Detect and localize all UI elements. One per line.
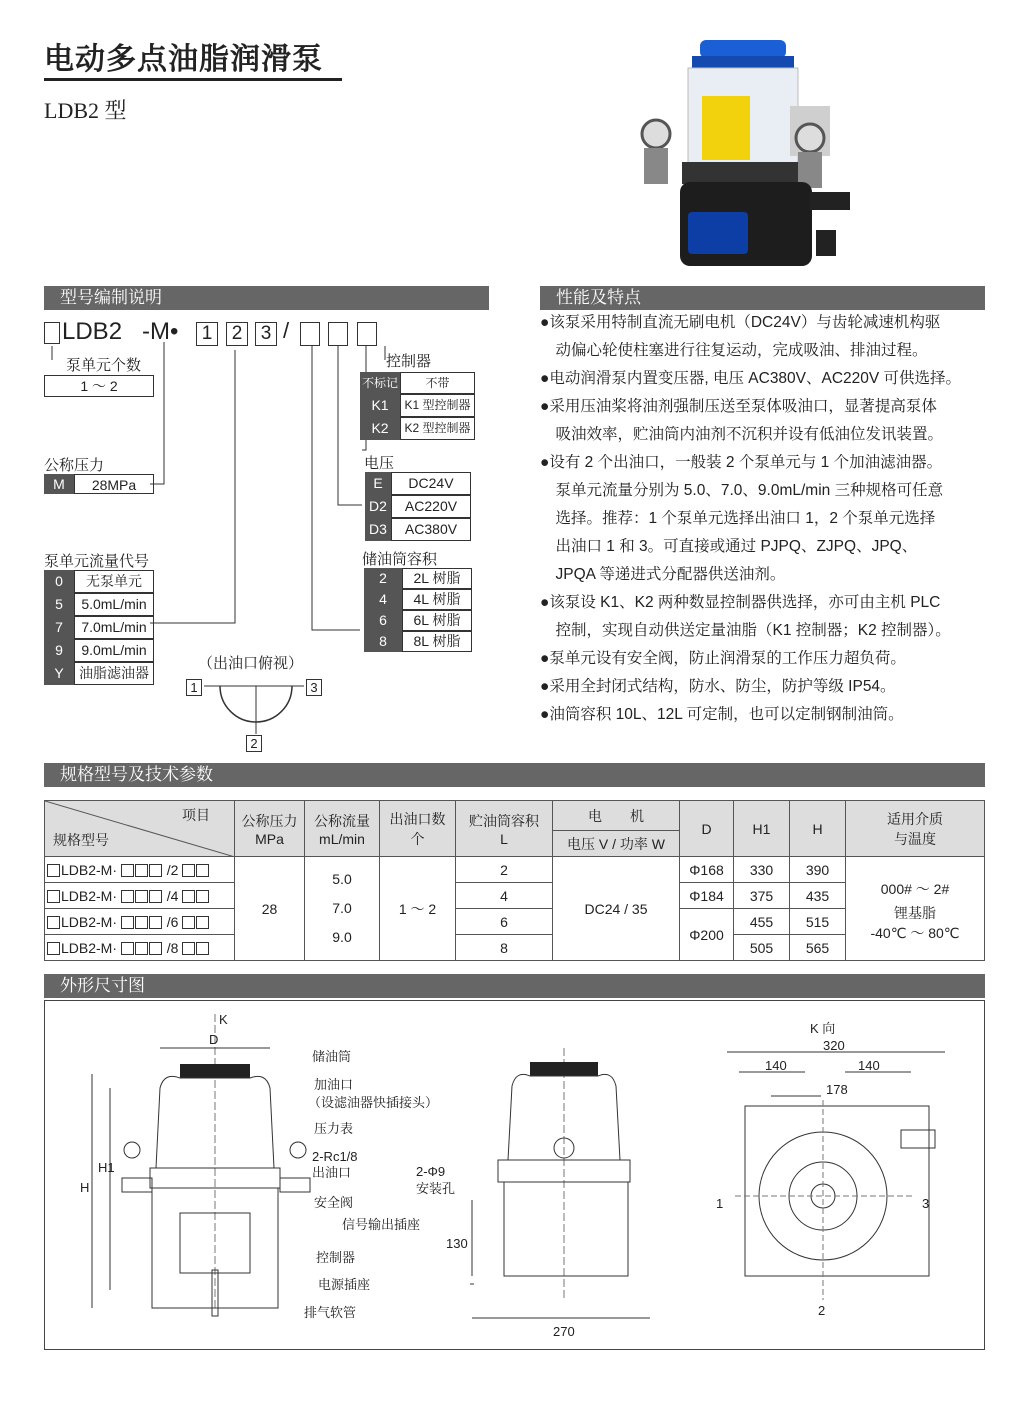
outlet-view-label: （出油口俯视）: [198, 655, 304, 672]
outlet-2: 2: [246, 735, 262, 752]
header-h1: H1: [734, 801, 790, 857]
outlets-cell: 1 ～ 2: [380, 857, 456, 961]
header-pressure: 公称压力 MPa: [235, 801, 305, 857]
code-box-3: 3: [255, 322, 277, 346]
dim-270: 270: [553, 1324, 575, 1339]
header-medium: 适用介质 与温度: [846, 801, 985, 857]
reservoir-table: [364, 568, 472, 652]
h-cell: 435: [790, 883, 846, 909]
pressure-cell: 28: [235, 857, 305, 961]
feature-line: 控制，实现自动供送定量油脂（K1 控制器；K2 控制器）。: [540, 622, 951, 639]
page-title: 电动多点油脂润滑泵: [44, 43, 323, 76]
dim-h1: H1: [98, 1160, 115, 1175]
features-list: [540, 309, 1000, 729]
port-2: 2: [818, 1303, 826, 1318]
voltage-label: 电压: [364, 455, 395, 472]
title-underline: [44, 78, 342, 81]
reservoir-code: 4: [364, 589, 402, 610]
reservoir-cell: 4: [456, 883, 553, 909]
reservoir-code: 2: [364, 568, 402, 589]
reservoir-code: 8: [364, 631, 402, 652]
flow-value: 5.0mL/min: [74, 593, 154, 616]
controller-code: 不标记: [360, 372, 400, 394]
section-dims: 外形尺寸图: [44, 974, 985, 998]
flow-value: 无泵单元: [74, 570, 154, 593]
label-power: 电源插座: [318, 1277, 371, 1292]
code-m: -M•: [142, 318, 179, 345]
code-ldb2: LDB2: [62, 318, 123, 345]
controller-value: 不带: [400, 372, 475, 394]
outlet-3: 3: [306, 679, 322, 696]
port-3: 3: [922, 1196, 930, 1211]
header-outlets: 出油口数 个: [380, 801, 456, 857]
reservoir-value: 8L 树脂: [402, 631, 472, 652]
label-controller: 控制器: [316, 1250, 356, 1265]
header-d: D: [680, 801, 734, 857]
controller-label: 控制器: [386, 353, 432, 370]
feature-line: 吸油效率，贮油筒内油剂不沉积并设有低油位发讯装置。: [540, 426, 944, 443]
voltage-value: AC220V: [391, 495, 471, 518]
dim-k-left: K: [219, 1012, 228, 1027]
h1-cell: 330: [734, 857, 790, 883]
feature-line: 出油口 1 和 3。可直接或通过 PJPQ、ZJPQ、JPQ、: [540, 538, 918, 555]
h1-cell: 505: [734, 935, 790, 961]
reservoir-value: 6L 树脂: [402, 610, 472, 631]
controller-code: K1: [360, 394, 400, 417]
header-reservoir: 贮油筒容积 L: [456, 801, 553, 857]
section-features: 性能及特点: [540, 286, 985, 310]
feature-line: ●油筒容积 10L、12L 可定制，也可以定制钢制油筒。: [540, 706, 904, 723]
model-subtitle: LDB2 型: [44, 98, 127, 123]
reservoir-code: 6: [364, 610, 402, 631]
outlet-1: 1: [186, 679, 202, 696]
voltage-value: DC24V: [391, 472, 471, 495]
side-view-drawing: [460, 1048, 660, 1343]
dim-h: H: [80, 1180, 90, 1195]
d-cell: Φ200: [680, 909, 734, 961]
reservoir-label: 储油筒容积: [362, 551, 438, 568]
voltage-table: [365, 472, 471, 541]
reservoir-cell: 8: [456, 935, 553, 961]
flow-code: 0: [44, 570, 74, 593]
flow-value: 7.0mL/min: [74, 616, 154, 639]
label-safety-valve: 安全阀: [314, 1195, 354, 1210]
header-flow: 公称流量 mL/min: [305, 801, 380, 857]
dim-178: 178: [826, 1082, 848, 1097]
feature-line: ●泵单元设有安全阀，防止润滑泵的工作压力超负荷。: [540, 650, 906, 667]
header-h: H: [790, 801, 846, 857]
label-fill-port: 加油口: [314, 1077, 354, 1092]
flow-table: [44, 570, 154, 685]
dim-140-right: 140: [858, 1058, 880, 1073]
label-rc: 2-Rc1/8: [312, 1149, 358, 1164]
label-outlet: 出油口: [312, 1165, 352, 1180]
flow-cell: 5.0 7.0 9.0: [305, 857, 380, 961]
flow-value: 9.0mL/min: [74, 639, 154, 662]
d-cell: Φ184: [680, 883, 734, 909]
feature-line: ●采用压油桨将油剂强制压送至泵体吸油口，显著提高泵体: [540, 398, 937, 415]
pump-photo: [630, 36, 860, 276]
label-fill-port-note: （设滤油器快插接头）: [308, 1095, 439, 1110]
flow-code: 9: [44, 639, 74, 662]
flow-code: Y: [44, 662, 74, 685]
flow-value: 油脂滤油器: [74, 662, 154, 685]
pump-units-value: 1 ～ 2: [44, 375, 154, 397]
feature-line: 动偏心轮使柱塞进行往复运动，完成吸油、排油过程。: [540, 342, 928, 359]
feature-line: 选择。推荐：1 个泵单元选择出油口 1，2 个泵单元选择: [540, 510, 936, 527]
label-gauge: 压力表: [314, 1121, 354, 1136]
feature-line: JPQA 等递进式分配器供送油剂。: [540, 566, 786, 583]
d-cell: Φ168: [680, 857, 734, 883]
code-box-2: 2: [226, 322, 248, 346]
model-row: LDB2-M· /2: [45, 857, 235, 883]
code-slash: /: [283, 318, 290, 343]
motor-cell: DC24 / 35: [553, 857, 680, 961]
feature-line: ●该泵采用特制直流无刷电机（DC24V）与齿轮减速机构驱: [540, 314, 941, 331]
code-box-1: 1: [196, 322, 218, 346]
feature-line: 泵单元流量分别为 5.0、7.0、9.0mL/min 三种规格可任意: [540, 482, 944, 499]
h-cell: 515: [790, 909, 846, 935]
reservoir-cell: 6: [456, 909, 553, 935]
model-row: LDB2-M· /6: [45, 909, 235, 935]
reservoir-cell: 2: [456, 857, 553, 883]
header-motor-sub: 电压 V / 功率 W: [553, 831, 680, 857]
label-hole: 2-Φ9: [416, 1164, 446, 1179]
feature-line: ●采用全封闭式结构，防水、防尘，防护等级 IP54。: [540, 678, 896, 695]
dim-130: 130: [446, 1236, 468, 1251]
header-motor: 电 机: [553, 801, 680, 831]
medium-cell: 000# ～ 2# 锂基脂 -40℃ ～ 80℃: [846, 857, 985, 961]
controller-value: K1 型控制器: [400, 394, 475, 417]
flow-code: 5: [44, 593, 74, 616]
h-cell: 565: [790, 935, 846, 961]
label-signal: 信号输出插座: [342, 1217, 421, 1232]
label-reservoir: 储油筒: [312, 1049, 352, 1064]
port-1: 1: [716, 1196, 724, 1211]
pressure-value: 28MPa: [74, 474, 154, 494]
feature-line: ●电动润滑泵内置变压器, 电压 AC380V、AC220V 可供选择。: [540, 370, 962, 387]
dim-320: 320: [823, 1038, 845, 1053]
reservoir-value: 4L 树脂: [402, 589, 472, 610]
voltage-code: E: [365, 472, 391, 495]
feature-line: ●该泵设 K1、K2 两种数显控制器供选择，亦可由主机 PLC: [540, 594, 941, 611]
flow-label: 泵单元流量代号: [44, 553, 150, 570]
spec-table: [44, 800, 985, 961]
label-hole-note: 安装孔: [416, 1181, 456, 1196]
h1-cell: 455: [734, 909, 790, 935]
pump-units-label: 泵单元个数: [66, 357, 142, 374]
controller-code: K2: [360, 417, 400, 440]
model-row: LDB2-M· /4: [45, 883, 235, 909]
voltage-code: D2: [365, 495, 391, 518]
header-item-model: 项目 规格型号: [45, 801, 235, 857]
controller-table: [360, 372, 475, 440]
model-row: LDB2-M· /8: [45, 935, 235, 961]
flow-code: 7: [44, 616, 74, 639]
section-spec: 规格型号及技术参数: [44, 763, 985, 787]
reservoir-value: 2L 树脂: [402, 568, 472, 589]
section-model-code: 型号编制说明: [44, 286, 489, 310]
voltage-value: AC380V: [391, 518, 471, 541]
voltage-code: D3: [365, 518, 391, 541]
feature-line: ●设有 2 个出油口，一般装 2 个泵单元与 1 个加油滤油器。: [540, 454, 943, 471]
dim-d: D: [209, 1032, 219, 1047]
dim-140-left: 140: [765, 1058, 787, 1073]
h1-cell: 375: [734, 883, 790, 909]
label-k-view: K 向: [810, 1021, 836, 1036]
pressure-code: M: [44, 474, 74, 494]
label-vent: 排气软管: [304, 1305, 357, 1320]
h-cell: 390: [790, 857, 846, 883]
pressure-label: 公称压力: [44, 457, 105, 474]
controller-value: K2 型控制器: [400, 417, 475, 440]
